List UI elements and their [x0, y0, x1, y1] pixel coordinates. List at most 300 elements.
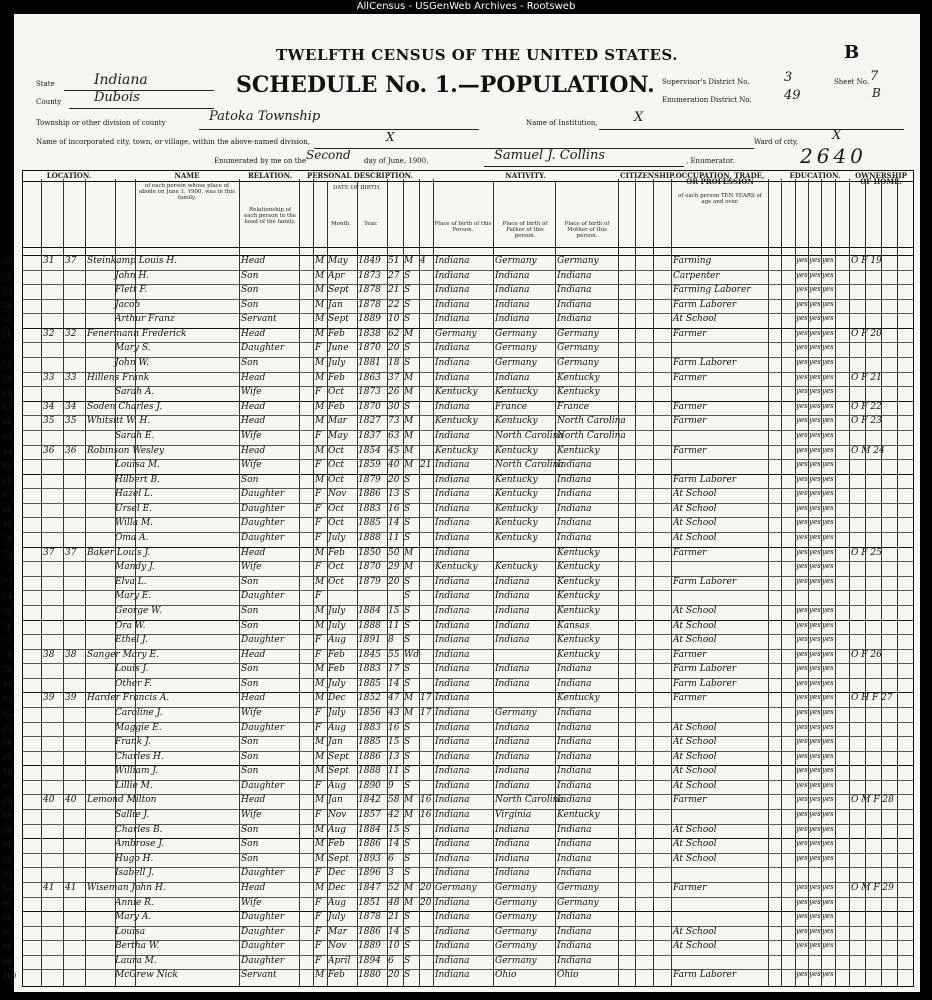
cell-f: Germany: [495, 897, 537, 908]
cell-f: Kentucky: [495, 416, 538, 427]
cell-f: Indiana: [495, 270, 530, 281]
cell-yr: 1859: [358, 460, 381, 471]
col-personal: PERSONAL DESCRIPTION.: [306, 171, 414, 180]
education-mark: yes: [809, 707, 821, 716]
cell-f: Ohio: [495, 970, 517, 981]
cell-sex: M: [315, 576, 325, 587]
education-mark: yes: [796, 926, 808, 935]
cell-age: 21: [388, 285, 400, 296]
cell-name: John W.: [115, 358, 150, 369]
ward-value: X: [832, 128, 842, 143]
cell-rel: Head: [241, 401, 266, 412]
cell-f: Germany: [495, 941, 537, 952]
cell-mar: S: [404, 678, 411, 689]
state-value: Indiana: [94, 72, 148, 88]
cell-p: Indiana: [435, 707, 470, 718]
cell-mar: S: [404, 722, 411, 733]
education-mark: yes: [796, 649, 808, 658]
cell-age: 42: [388, 810, 400, 821]
cell-mon: Dec: [328, 882, 346, 893]
education-mark: yes: [796, 912, 808, 921]
cell-mar: S: [404, 912, 411, 923]
cell-rel: Daughter: [241, 868, 285, 879]
line-number: 60: [3, 389, 12, 398]
grid-column-line: [849, 179, 850, 986]
line-number: 61: [3, 403, 12, 412]
cell-yr: 1870: [358, 562, 381, 573]
grid-column-line: [239, 179, 240, 986]
cell-p: Indiana: [435, 766, 470, 777]
cell-f: North Carolina: [495, 460, 564, 471]
row-rule: [23, 809, 913, 810]
cell-yr: 1837: [358, 430, 381, 441]
cell-yrs: 4: [420, 256, 426, 266]
cell-yr: 1896: [358, 868, 381, 879]
enumerator-label: , Enumerator.: [686, 157, 735, 165]
cell-p: Indiana: [435, 897, 470, 908]
cell-mon: Sept: [328, 766, 349, 777]
cell-mar: M: [404, 810, 414, 821]
cell-age: 20: [388, 970, 400, 981]
cell-name: Isabell J.: [115, 868, 155, 879]
education-mark: yes: [809, 970, 821, 979]
cell-name: Sarah A.: [115, 387, 155, 398]
cell-own: O F 22: [851, 401, 882, 412]
cell-age: 14: [388, 839, 400, 850]
cell-dw: 37: [43, 547, 55, 558]
education-mark: yes: [822, 649, 834, 658]
col-occupation-sub: of each person TEN YEARS of age and over.: [678, 193, 762, 205]
education-mark: yes: [796, 810, 808, 819]
cell-name: Frank J.: [115, 737, 151, 748]
cell-mar: M: [404, 387, 414, 398]
education-mark: yes: [809, 460, 821, 469]
cell-yr: 1850: [358, 547, 381, 558]
education-mark: yes: [796, 722, 808, 731]
cell-occ: Farm Laborer: [673, 970, 737, 981]
cell-rel: Daughter: [241, 912, 285, 923]
cell-age: 26: [388, 387, 400, 398]
cell-yrs: 16: [420, 795, 432, 806]
cell-p: Indiana: [435, 372, 470, 383]
cell-mar: S: [404, 620, 411, 631]
cell-sex: M: [315, 737, 325, 748]
cell-p: Indiana: [435, 912, 470, 923]
cell-occ: Carpenter: [673, 270, 720, 281]
cell-occ: At School: [673, 780, 717, 791]
institution-value: X: [634, 110, 644, 125]
education-mark: yes: [796, 635, 808, 644]
cell-f: Kentucky: [495, 489, 538, 500]
cell-p: Indiana: [435, 693, 470, 704]
line-number: 91: [3, 841, 12, 850]
cell-rel: Son: [241, 751, 259, 762]
cell-rel: Daughter: [241, 926, 285, 937]
education-mark: yes: [809, 416, 821, 425]
cell-mar: S: [404, 605, 411, 616]
cell-mon: Apr: [328, 270, 345, 281]
row-rule: [23, 867, 913, 868]
grid-column-line: [897, 179, 898, 986]
row-rule: [23, 532, 913, 533]
cell-yr: 1870: [358, 343, 381, 354]
sheet-label: Sheet No.: [834, 78, 870, 86]
education-mark: yes: [796, 751, 808, 760]
cell-mar: S: [404, 591, 411, 602]
cell-name: McGrew Nick: [115, 970, 178, 981]
cell-mar: S: [404, 868, 411, 879]
cell-rel: Head: [241, 256, 266, 266]
cell-sex: M: [315, 751, 325, 762]
cell-occ: Farmer: [673, 693, 707, 704]
cell-rel: Son: [241, 737, 259, 748]
cell-age: 73: [388, 416, 400, 427]
cell-sex: M: [315, 372, 325, 383]
cell-rel: Son: [241, 839, 259, 850]
education-mark: yes: [822, 372, 834, 381]
education-mark: yes: [822, 853, 834, 862]
education-mark: yes: [822, 737, 834, 746]
cell-occ: At School: [673, 620, 717, 631]
education-mark: yes: [796, 489, 808, 498]
cell-rel: Son: [241, 853, 259, 864]
cell-name: Louisa M.: [115, 460, 160, 471]
cell-age: 13: [388, 489, 400, 500]
education-mark: yes: [809, 605, 821, 614]
cell-dw: 38: [43, 649, 55, 660]
supervisor-value: 3: [784, 70, 793, 85]
cell-mon: Feb: [328, 664, 345, 675]
cell-mar: M: [404, 795, 414, 806]
cell-sex: M: [315, 270, 325, 281]
grid-column-line: [808, 179, 809, 986]
cell-rel: Wife: [241, 707, 262, 718]
cell-age: 10: [388, 314, 400, 325]
cell-mon: July: [328, 912, 346, 923]
cell-sex: M: [315, 824, 325, 835]
cell-mon: Nov: [328, 941, 347, 952]
col-name: NAME: [174, 171, 200, 180]
cell-rel: Daughter: [241, 343, 285, 354]
cell-rel: Daughter: [241, 503, 285, 514]
enumerated-mid: day of June, 1900,: [364, 157, 429, 165]
cell-mon: Jan: [328, 737, 343, 748]
cell-mon: Oct: [328, 562, 345, 573]
cell-name: Other F.: [115, 678, 152, 689]
cell-m: Indiana: [557, 839, 592, 850]
cell-m: Kentucky: [557, 693, 600, 704]
cell-m: Indiana: [557, 824, 592, 835]
education-mark: yes: [822, 314, 834, 323]
cell-age: 37: [388, 372, 400, 383]
row-rule: [23, 342, 913, 343]
education-mark: yes: [796, 576, 808, 585]
cell-name: John H.: [115, 270, 150, 281]
cell-age: 29: [388, 562, 400, 573]
education-mark: yes: [822, 576, 834, 585]
education-mark: yes: [822, 824, 834, 833]
sheet-sub: B: [872, 86, 881, 100]
cell-p: Indiana: [435, 503, 470, 514]
education-mark: yes: [809, 882, 821, 891]
row-rule: [23, 445, 913, 446]
line-number: 56: [3, 330, 12, 339]
cell-p: Indiana: [435, 576, 470, 587]
cell-yrs: 21: [420, 460, 432, 471]
cell-m: Ohio: [557, 970, 579, 981]
education-mark: yes: [822, 285, 834, 294]
cell-name: Laura M.: [115, 955, 157, 966]
cell-yr: 1888: [358, 620, 381, 631]
cell-m: North Carolina: [557, 430, 626, 441]
grid-column-line: [881, 179, 882, 986]
cell-mon: Aug: [328, 897, 347, 908]
cell-p: Indiana: [435, 839, 470, 850]
line-number: 95: [3, 899, 12, 908]
cell-rel: Wife: [241, 897, 262, 908]
cell-f: Indiana: [495, 372, 530, 383]
cell-sex: F: [315, 897, 322, 908]
education-mark: yes: [822, 503, 834, 512]
cell-mar: S: [404, 299, 411, 310]
cell-name: William J.: [115, 766, 159, 777]
cell-p: Indiana: [435, 824, 470, 835]
cell-yr: 1852: [358, 693, 381, 704]
cell-mon: Oct: [328, 387, 345, 398]
cell-f: Indiana: [495, 766, 530, 777]
cell-f: Indiana: [495, 853, 530, 864]
cell-mon: Sept: [328, 314, 349, 325]
cell-mon: Sept: [328, 751, 349, 762]
education-mark: yes: [809, 270, 821, 279]
cell-mar: S: [404, 401, 411, 412]
cell-name: Steinkamp Louis H.: [87, 256, 178, 266]
cell-rel: Servant: [241, 970, 277, 981]
cell-p: Germany: [435, 328, 477, 339]
education-mark: yes: [796, 970, 808, 979]
education-mark: yes: [809, 620, 821, 629]
cell-mon: July: [328, 707, 346, 718]
cell-name: Hilbert B.: [115, 474, 160, 485]
cell-f: Indiana: [495, 576, 530, 587]
cell-f: Indiana: [495, 678, 530, 689]
cell-p: Indiana: [435, 256, 470, 266]
line-number: 94: [3, 884, 12, 893]
cell-fam: 34: [65, 401, 77, 412]
cell-yr: 1883: [358, 664, 381, 675]
cell-p: Indiana: [435, 299, 470, 310]
education-mark: yes: [822, 926, 834, 935]
cell-m: Germany: [557, 328, 599, 339]
cell-p: Indiana: [435, 635, 470, 646]
cell-m: Indiana: [557, 285, 592, 296]
cell-name: Jacob: [115, 299, 141, 310]
education-mark: yes: [822, 766, 834, 775]
line-number: 70: [3, 535, 12, 544]
row-rule: [23, 503, 913, 504]
header-rule: [23, 247, 913, 248]
row-rule: [23, 736, 913, 737]
cell-f: Indiana: [495, 824, 530, 835]
cell-name: Ethel J.: [115, 635, 148, 646]
row-rule: [23, 270, 913, 271]
cell-age: 13: [388, 751, 400, 762]
education-mark: yes: [822, 912, 834, 921]
cell-mar: S: [404, 576, 411, 587]
education-mark: yes: [796, 416, 808, 425]
cell-yr: 1889: [358, 314, 381, 325]
row-rule: [23, 620, 913, 621]
education-mark: yes: [796, 897, 808, 906]
cell-f: Germany: [495, 256, 537, 266]
education-mark: yes: [809, 518, 821, 527]
cell-occ: At School: [673, 722, 717, 733]
cell-yr: 1878: [358, 285, 381, 296]
education-mark: yes: [822, 751, 834, 760]
education-mark: yes: [796, 853, 808, 862]
cell-mar: S: [404, 853, 411, 864]
cell-occ: At School: [673, 518, 717, 529]
enumerated-prefix: Enumerated by me on the: [214, 157, 307, 165]
cell-sex: M: [315, 285, 325, 296]
education-mark: yes: [809, 285, 821, 294]
cell-rel: Daughter: [241, 780, 285, 791]
education-mark: yes: [822, 460, 834, 469]
cell-mar: M: [404, 256, 414, 266]
line-number: 92: [3, 855, 12, 864]
cell-m: Indiana: [557, 766, 592, 777]
cell-age: 62: [388, 328, 400, 339]
grid-column-line: [41, 179, 42, 986]
cell-fam: 39: [65, 693, 77, 704]
cell-f: Kentucky: [495, 562, 538, 573]
cell-p: Indiana: [435, 343, 470, 354]
cell-mar: M: [404, 693, 414, 704]
line-number: 97: [3, 928, 12, 937]
cell-age: 52: [388, 882, 400, 893]
cell-own: O F 19: [851, 256, 882, 266]
cell-p: Kentucky: [435, 387, 478, 398]
education-mark: yes: [822, 328, 834, 337]
education-mark: yes: [796, 620, 808, 629]
cell-mar: S: [404, 766, 411, 777]
cell-name: Oma A.: [115, 533, 149, 544]
cell-sex: F: [315, 503, 322, 514]
cell-age: 18: [388, 358, 400, 369]
county-label: County: [36, 98, 62, 106]
cell-f: Germany: [495, 955, 537, 966]
cell-rel: Wife: [241, 387, 262, 398]
row-rule: [23, 853, 913, 854]
line-number: 88: [3, 797, 12, 806]
cell-mar: M: [404, 372, 414, 383]
line-number: 83: [3, 724, 12, 733]
cell-name: Louis J.: [115, 664, 149, 675]
cell-yr: 1885: [358, 737, 381, 748]
cell-mar: S: [404, 358, 411, 369]
education-mark: yes: [822, 810, 834, 819]
cell-name: Arthur Franz: [115, 314, 175, 325]
col-ownership: OWNERSHIP OF HOME.: [855, 171, 907, 186]
cell-yrs: 17: [420, 707, 432, 718]
cell-name: Robinson Wesley: [87, 445, 165, 456]
education-mark: yes: [809, 751, 821, 760]
line-number: 76: [3, 622, 12, 631]
education-mark: yes: [822, 343, 834, 352]
cell-p: Indiana: [435, 751, 470, 762]
cell-rel: Daughter: [241, 533, 285, 544]
line-number: 71: [3, 549, 12, 558]
education-mark: yes: [809, 824, 821, 833]
cell-m: Indiana: [557, 707, 592, 718]
cell-m: Indiana: [557, 912, 592, 923]
cell-f: Kentucky: [495, 518, 538, 529]
cell-age: 22: [388, 299, 400, 310]
cell-m: Indiana: [557, 941, 592, 952]
line-number: 58: [3, 360, 12, 369]
education-mark: yes: [822, 882, 834, 891]
cell-sex: M: [315, 605, 325, 616]
line-number: 98: [3, 943, 12, 952]
cell-yr: 1885: [358, 518, 381, 529]
cell-m: Germany: [557, 882, 599, 893]
cell-rel: Son: [241, 766, 259, 777]
browser-title-bar: AllCensus - USGenWeb Archives - Rootsweb: [0, 0, 932, 14]
cell-sex: M: [315, 853, 325, 864]
cell-occ: Farm Laborer: [673, 664, 737, 675]
education-mark: yes: [796, 882, 808, 891]
grid-column-line: [768, 179, 769, 986]
cell-name: Sarah E.: [115, 430, 155, 441]
education-mark: yes: [796, 503, 808, 512]
line-number: 64: [3, 447, 12, 456]
cell-occ: Farmer: [673, 795, 707, 806]
cell-name: Bertha W.: [115, 941, 160, 952]
cell-occ: At School: [673, 605, 717, 616]
cell-yrs: 16: [420, 810, 432, 821]
cell-age: 40: [388, 460, 400, 471]
cell-rel: Daughter: [241, 955, 285, 966]
cell-occ: At School: [673, 766, 717, 777]
cell-occ: At School: [673, 533, 717, 544]
cell-age: 47: [388, 693, 400, 704]
line-number: 86: [3, 768, 12, 777]
cell-rel: Head: [241, 416, 266, 427]
cell-name: Harder Francis A.: [87, 693, 170, 704]
grid-column-line: [835, 179, 836, 986]
education-mark: yes: [796, 518, 808, 527]
cell-own: O M F 28: [851, 795, 894, 806]
cell-sex: F: [315, 722, 322, 733]
cell-rel: Head: [241, 328, 266, 339]
col-occupation: OCCUPATION, TRADE, OR PROFESSION: [675, 171, 765, 186]
education-mark: yes: [809, 430, 821, 439]
cell-age: 14: [388, 518, 400, 529]
cell-f: Germany: [495, 926, 537, 937]
cell-dw: 33: [43, 372, 55, 383]
education-mark: yes: [809, 474, 821, 483]
cell-rel: Son: [241, 824, 259, 835]
cell-mar: M: [404, 882, 414, 893]
education-mark: yes: [822, 474, 834, 483]
row-rule: [23, 678, 913, 679]
education-mark: yes: [822, 635, 834, 644]
cell-f: Indiana: [495, 664, 530, 675]
grid-column-line: [555, 181, 556, 986]
cell-yr: 1879: [358, 474, 381, 485]
line-number: 77: [3, 637, 12, 646]
row-rule: [23, 517, 913, 518]
